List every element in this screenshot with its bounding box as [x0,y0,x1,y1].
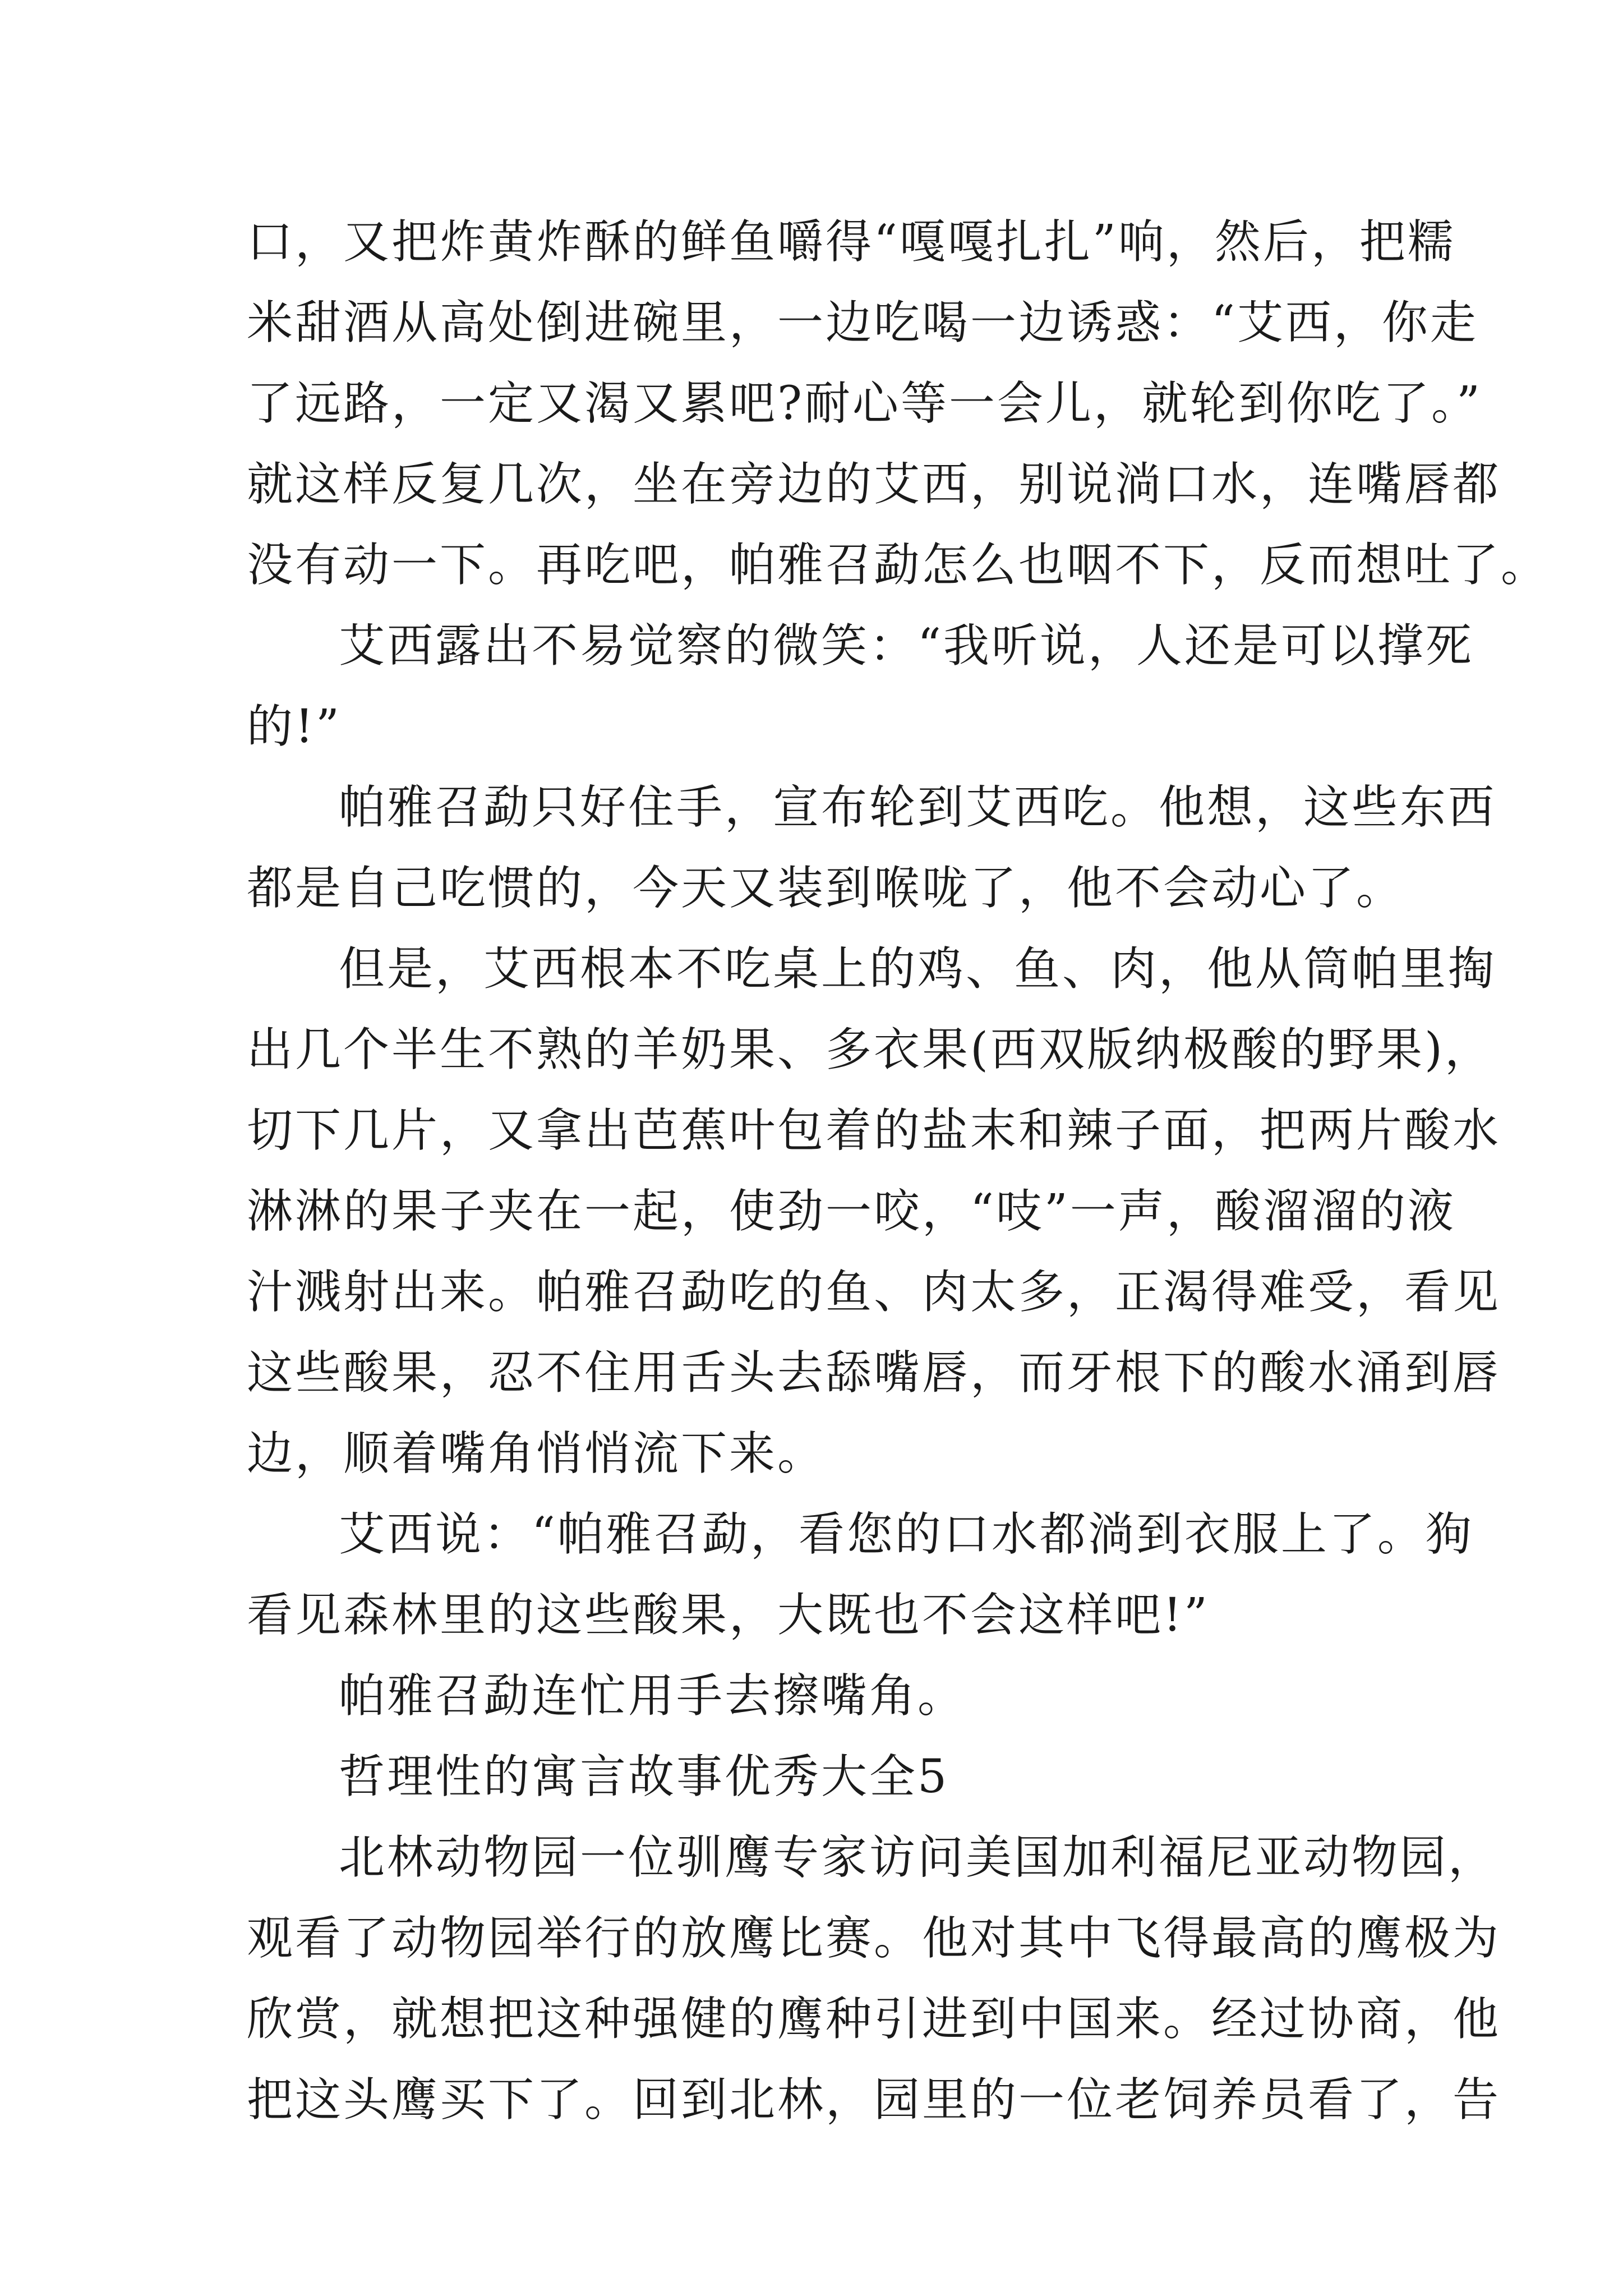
text-line: 就这样反复几次，坐在旁边的艾西，别说淌口水，连嘴唇都 [247,458,1501,511]
text-line: 这些酸果，忍不住用舌头去舔嘴唇，而牙根下的酸水涌到唇 [247,1346,1501,1400]
paragraph-first-line: 帕雅召勐连忙用手去擦嘴角。 [339,1669,966,1723]
paragraph-first-line: 但是，艾西根本不吃桌上的鸡、鱼、肉，他从筒帕里掏 [339,942,1497,996]
text-line: 淋淋的果子夹在一起，使劲一咬，“吱”一声，酸溜溜的液 [247,1185,1456,1238]
text-line: 口，又把炸黄炸酥的鲜鱼嚼得“嘎嘎扎扎”响，然后，把糯 [247,215,1456,269]
text-line: 汁溅射出来。帕雅召勐吃的鱼、肉太多，正渴得难受，看见 [247,1266,1501,1319]
paragraph-first-line: 北林动物园一位驯鹰专家访问美国加利福尼亚动物园， [339,1831,1497,1884]
text-line: 观看了动物园举行的放鹰比赛。他对其中飞得最高的鹰极为 [247,1912,1501,1965]
text-line: 没有动一下。再吃吧，帕雅召勐怎么也咽不下，反而想吐了。 [247,539,1550,592]
text-line: 的!” [247,700,342,753]
paragraph-first-line: 帕雅召勐只好住手，宣布轮到艾西吃。他想，这些东西 [339,781,1497,834]
paragraph-first-line: 艾西说：“帕雅召勐，看您的口水都淌到衣服上了。狗 [339,1508,1474,1561]
text-line: 边，顺着嘴角悄悄流下来。 [247,1427,826,1480]
paragraph-first-line: 哲理性的寓言故事优秀大全5 [339,1750,949,1803]
text-line: 切下几片，又拿出芭蕉叶包着的盐末和辣子面，把两片酸水 [247,1104,1501,1157]
text-line: 了远路，一定又渴又累吧?耐心等一会儿，就轮到你吃了。” [247,377,1482,430]
text-line: 都是自己吃惯的，今天又装到喉咙了，他不会动心了。 [247,862,1405,915]
text-line: 出几个半生不熟的羊奶果、多衣果(西双版纳极酸的野果)， [247,1023,1493,1076]
document-body [247,202,1550,2141]
text-line: 看见森林里的这些酸果，大既也不会这样吧!” [247,1589,1210,1642]
text-line: 米甜酒从高处倒进碗里，一边吃喝一边诱惑：“艾西，你走 [247,296,1478,349]
text-line: 欣赏，就想把这种强健的鹰种引进到中国来。经过协商，他 [247,1993,1501,2046]
text-line: 把这头鹰买下了。回到北林，园里的一位老饲养员看了，告 [247,2073,1501,2127]
paragraph-first-line: 艾西露出不易觉察的微笑：“我听说，人还是可以撑死 [339,619,1474,673]
